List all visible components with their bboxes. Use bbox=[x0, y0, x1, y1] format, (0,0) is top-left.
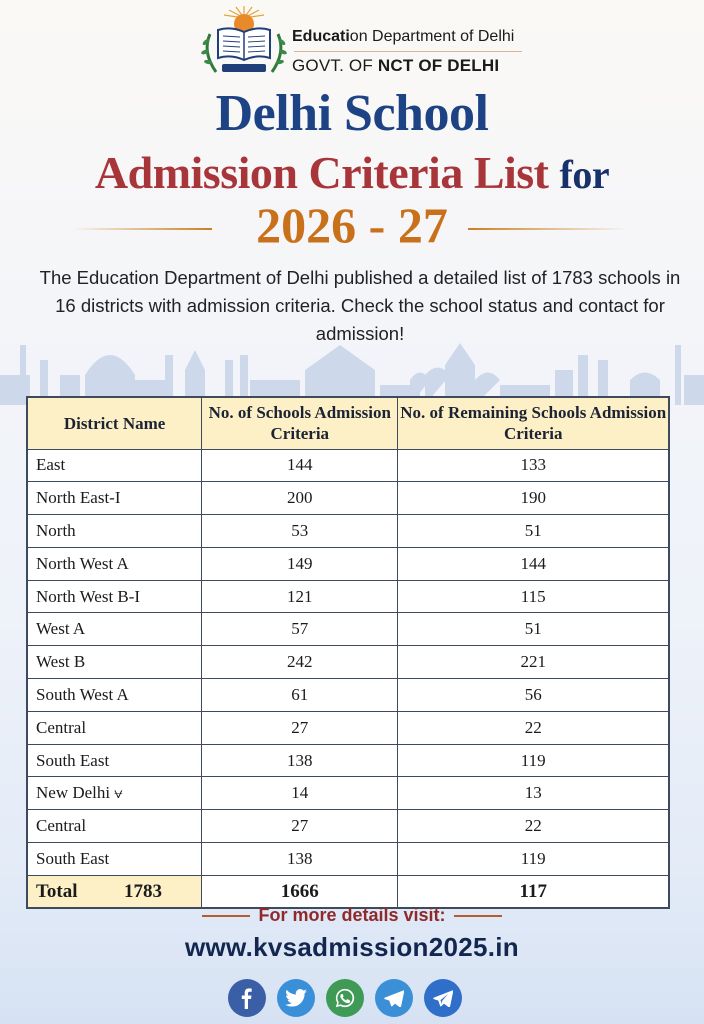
district-name: West A bbox=[36, 619, 86, 639]
district-name-cell bbox=[27, 547, 202, 580]
remaining-count: 51 bbox=[398, 515, 669, 548]
table-header-row bbox=[27, 397, 669, 449]
district-name: New Delhi bbox=[36, 783, 111, 803]
total-remaining: 117 bbox=[398, 875, 669, 908]
schools-count: 200 bbox=[202, 482, 398, 515]
header-schools: No. of Schools Admission Criteria bbox=[202, 397, 398, 449]
title-line-1: Delhi School bbox=[215, 85, 489, 142]
district-name-cell bbox=[27, 744, 202, 777]
remaining-count: 119 bbox=[398, 744, 669, 777]
education-emblem-icon bbox=[196, 4, 292, 80]
header-divider bbox=[294, 51, 522, 52]
district-name-cell bbox=[27, 449, 202, 482]
remaining-count: 51 bbox=[398, 613, 669, 646]
remaining-count: 133 bbox=[398, 449, 669, 482]
remaining-count: 56 bbox=[398, 679, 669, 712]
district-name: North West B-I bbox=[36, 586, 141, 606]
remaining-count: 190 bbox=[398, 482, 669, 515]
table-row bbox=[27, 744, 669, 777]
schools-count: 138 bbox=[202, 744, 398, 777]
admission-table bbox=[26, 396, 670, 909]
remaining-count: 119 bbox=[398, 843, 669, 876]
title-line-2-main: Admission Criteria List bbox=[94, 147, 549, 198]
table-row bbox=[27, 679, 669, 712]
district-name: North East-I bbox=[36, 488, 121, 508]
schools-count: 138 bbox=[202, 843, 398, 876]
district-name-cell bbox=[27, 810, 202, 843]
district-name: Central bbox=[36, 717, 87, 737]
government-bold: NCT OF DELHI bbox=[377, 56, 500, 75]
telegram-alt-icon[interactable] bbox=[424, 979, 462, 1017]
schools-count: 149 bbox=[202, 547, 398, 580]
header-district: District Name bbox=[27, 397, 202, 449]
remaining-count: 115 bbox=[398, 580, 669, 613]
table-row bbox=[27, 843, 669, 876]
table-row bbox=[27, 646, 669, 679]
remaining-count: 144 bbox=[398, 547, 669, 580]
visit-label: For more details visit: bbox=[258, 905, 446, 925]
table-row bbox=[27, 580, 669, 613]
table-total-row bbox=[27, 875, 669, 908]
remaining-count: 22 bbox=[398, 711, 669, 744]
schools-count: 242 bbox=[202, 646, 398, 679]
district-name-cell bbox=[27, 515, 202, 548]
telegram-icon[interactable] bbox=[375, 979, 413, 1017]
visit-prompt bbox=[0, 905, 704, 926]
schools-count: 61 bbox=[202, 679, 398, 712]
government-name bbox=[292, 56, 499, 76]
header-remaining: No. of Remaining Schools Admission Criteria bbox=[398, 397, 669, 449]
schools-count: 53 bbox=[202, 515, 398, 548]
district-name: South East bbox=[36, 750, 110, 770]
year-row bbox=[0, 196, 704, 256]
table-row bbox=[27, 810, 669, 843]
schools-count: 14 bbox=[202, 777, 398, 810]
remaining-count: 221 bbox=[398, 646, 669, 679]
total-schools: 1666 bbox=[202, 875, 398, 908]
visit-rule-right bbox=[454, 915, 502, 917]
table-row bbox=[27, 449, 669, 482]
table-row bbox=[27, 482, 669, 515]
schools-count: 27 bbox=[202, 810, 398, 843]
district-name: South East bbox=[36, 848, 110, 868]
landmark-icon: ⩝ bbox=[114, 786, 123, 803]
schools-count: 57 bbox=[202, 613, 398, 646]
table-row bbox=[27, 547, 669, 580]
table-row bbox=[27, 711, 669, 744]
department-name-bold: Educati bbox=[292, 28, 350, 45]
table-row bbox=[27, 777, 669, 810]
district-name: Central bbox=[36, 816, 87, 836]
whatsapp-icon[interactable] bbox=[326, 979, 364, 1017]
district-name: South West A bbox=[36, 684, 129, 704]
district-name-cell bbox=[27, 777, 202, 810]
remaining-count: 13 bbox=[398, 777, 669, 810]
intro-paragraph: The Education Department of Delhi published a detailed list of 1783 schools in 16 districts with admission criteria. Check the school status and contact for admission! bbox=[39, 267, 681, 344]
district-name-cell bbox=[27, 613, 202, 646]
academic-year: 2026 - 27 bbox=[256, 197, 448, 253]
department-name-rest: on Department of Delhi bbox=[349, 28, 515, 45]
schools-count: 144 bbox=[202, 449, 398, 482]
total-first-value: 1783 bbox=[124, 880, 162, 902]
table-row bbox=[27, 613, 669, 646]
social-icons bbox=[228, 979, 468, 1017]
remaining-count: 22 bbox=[398, 810, 669, 843]
district-name: East bbox=[36, 455, 66, 475]
delhi-skyline-icon bbox=[0, 335, 704, 405]
government-prefix: GOVT. OF bbox=[292, 56, 373, 75]
district-name-cell bbox=[27, 580, 202, 613]
total-label: Total bbox=[36, 880, 78, 902]
district-name-cell bbox=[27, 482, 202, 515]
title-line-2-suffix: for bbox=[559, 152, 610, 197]
visit-rule-left bbox=[202, 915, 250, 917]
title-line-2 bbox=[0, 146, 704, 199]
total-label-cell bbox=[27, 875, 202, 908]
district-name: North bbox=[36, 520, 76, 540]
district-name: West B bbox=[36, 652, 86, 672]
district-name-cell bbox=[27, 711, 202, 744]
district-name-cell bbox=[27, 646, 202, 679]
website-link[interactable]: www.kvsadmission2025.in bbox=[185, 932, 519, 962]
department-name bbox=[292, 28, 514, 46]
facebook-icon[interactable] bbox=[228, 979, 266, 1017]
table-row bbox=[27, 515, 669, 548]
department-header bbox=[196, 4, 526, 80]
year-rule-right bbox=[468, 228, 628, 230]
schools-count: 27 bbox=[202, 711, 398, 744]
schools-count: 121 bbox=[202, 580, 398, 613]
twitter-icon[interactable] bbox=[277, 979, 315, 1017]
district-name-cell bbox=[27, 843, 202, 876]
district-name: North West A bbox=[36, 553, 129, 573]
district-name-cell bbox=[27, 679, 202, 712]
